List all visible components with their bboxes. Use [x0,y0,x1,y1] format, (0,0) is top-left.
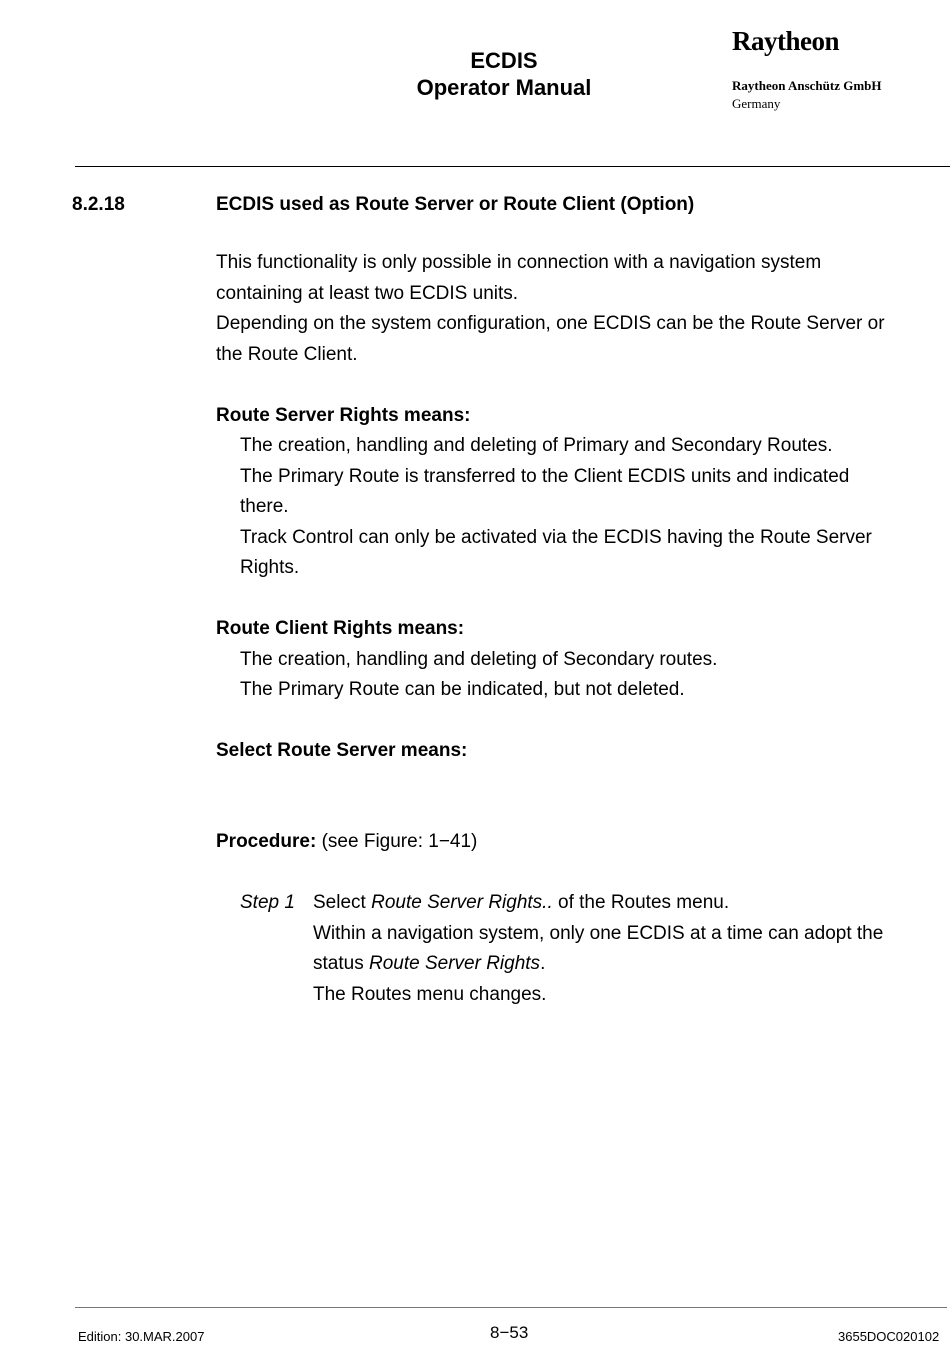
intro-line: Depending on the system configuration, one ECDIS can be the Route Server or [216,313,885,334]
step-text: Select [313,892,372,913]
company-name: Raytheon Anschütz GmbH [732,78,882,93]
server-rights-line: Rights. [240,557,300,578]
section-title: ECDIS used as Route Server or Route Client (Option) [216,194,695,215]
doc-title-line2: Operator Manual [416,75,592,100]
doc-title-line1: ECDIS [470,48,538,73]
intro-line: containing at least two ECDIS units. [216,283,519,304]
footer-rule [75,1307,947,1308]
intro-line: This functionality is only possible in connection with a navigation system [216,252,822,273]
server-rights-heading: Route Server Rights means: [216,405,471,426]
server-rights-line: Track Control can only be activated via the ECDIS having the Route Server [240,527,872,548]
header-rule [75,166,950,167]
edition-date: Edition: 30.MAR.2007 [78,1329,205,1344]
step-text: status [313,953,369,974]
client-rights-line: The creation, handling and deleting of Secondary routes. [240,649,718,670]
client-rights-line: The Primary Route can be indicated, but not deleted. [240,679,685,700]
server-rights-line: there. [240,496,289,517]
raytheon-logo: Raytheon [732,26,840,56]
procedure-label: Procedure: [216,831,317,852]
intro-line: the Route Client. [216,344,358,365]
select-server-heading: Select Route Server means: [216,740,468,761]
server-rights-line: The creation, handling and deleting of Primary and Secondary Routes. [240,435,833,456]
company-country: Germany [732,96,781,111]
server-rights-line: The Primary Route is transferred to the Client ECDIS units and indicated [240,466,850,487]
step-label: Step 1 [240,892,295,913]
step-line: The Routes menu changes. [313,984,547,1005]
step-line [313,952,545,976]
step-menu-item: Route Server Rights.. [371,892,553,913]
step-line [313,891,729,915]
procedure-figure-ref: (see Figure: 1−41) [321,831,478,852]
step-text: . [540,953,546,974]
page-number: 8−53 [490,1323,529,1342]
step-line: Within a navigation system, only one ECDIS at a time can adopt the [313,923,884,944]
procedure-line [216,830,477,854]
step-menu-item: Route Server Rights [368,953,541,974]
section-number: 8.2.18 [72,194,125,215]
document-id: 3655DOC020102 [838,1329,940,1344]
client-rights-heading: Route Client Rights means: [216,618,465,639]
step-text: of the Routes menu. [552,892,730,913]
